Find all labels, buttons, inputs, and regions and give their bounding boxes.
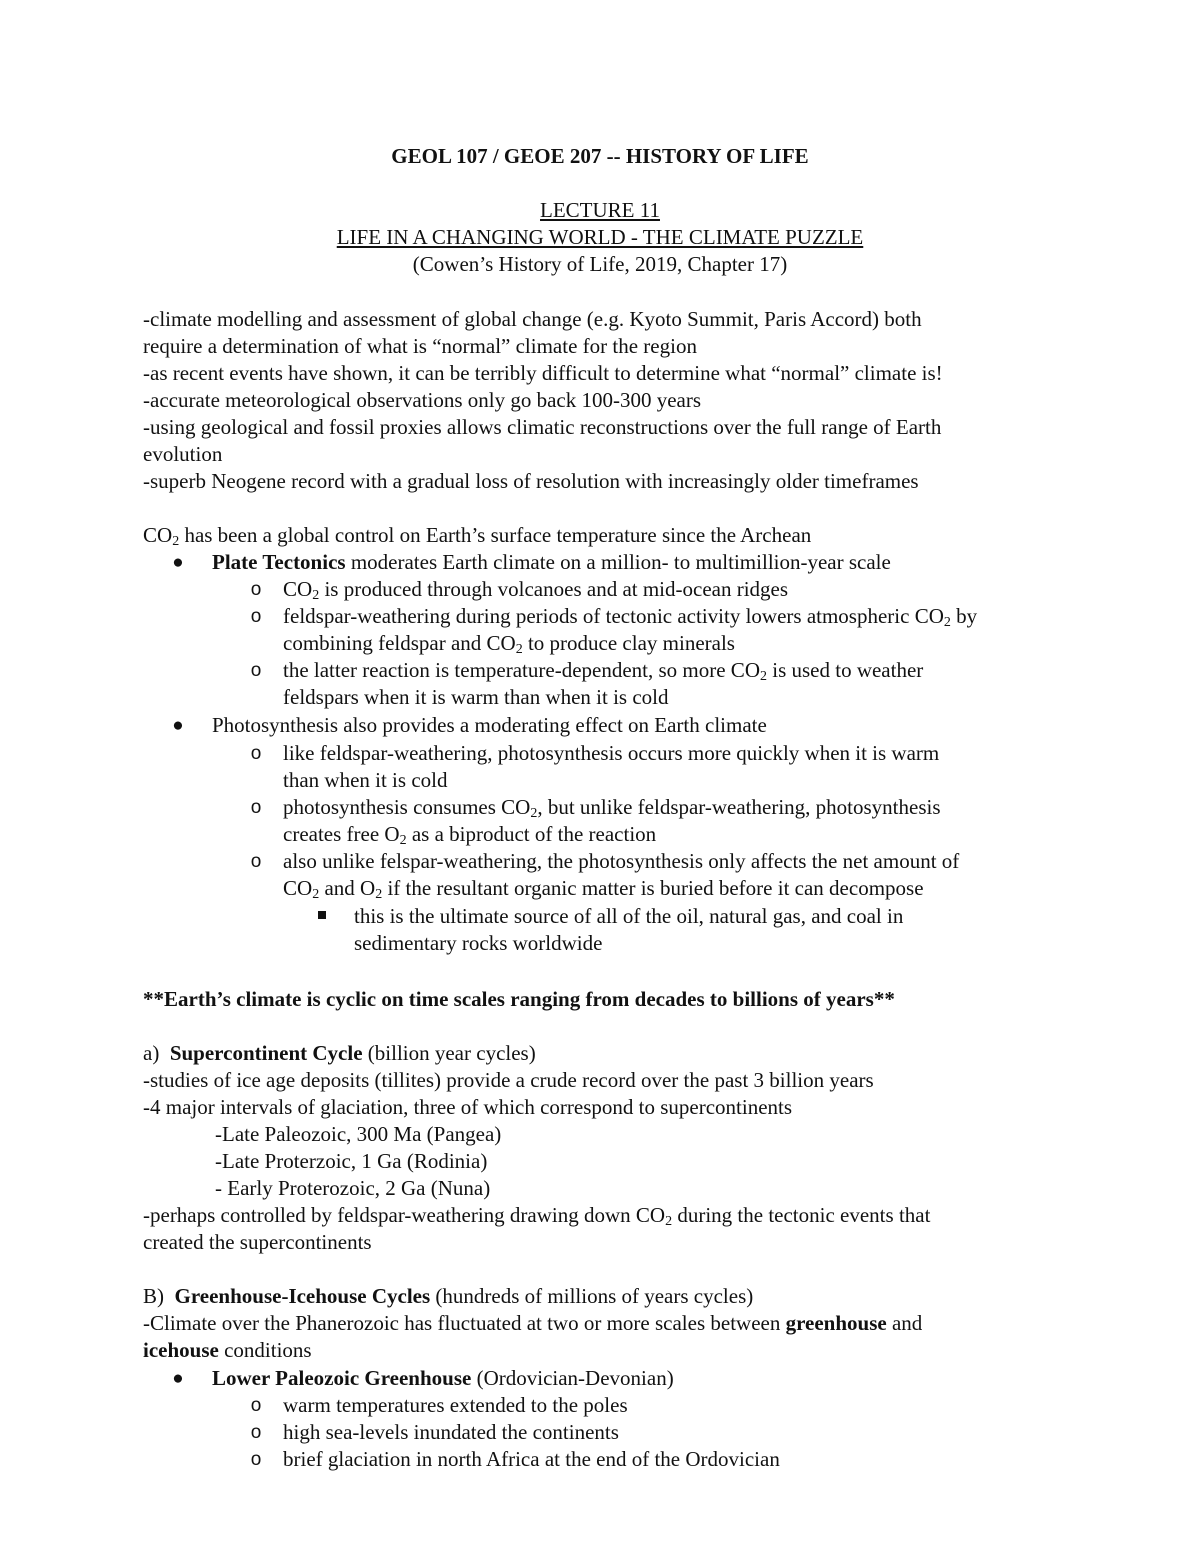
intro-line: -using geological and fossil proxies allows climatic reconstructions over the full range of Earth — [143, 415, 942, 439]
greenhouse-heading: B) Greenhouse-Icehouse Cycles (hundreds of millions of years cycles) — [143, 1284, 754, 1308]
greenhouse-subitem: warm temperatures extended to the poles — [283, 1393, 628, 1417]
circle-bullet-icon: o — [250, 579, 262, 600]
plate-tectonics-item: Plate Tectonics moderates Earth climate on a million- to multimillion-year scale — [212, 550, 891, 574]
intro-line: require a determination of what is “normal” climate for the region — [143, 334, 697, 358]
photo-subsubitem-cont: sedimentary rocks worldwide — [354, 931, 603, 955]
photo-subsubitem: this is the ultimate source of all of the oil, natural gas, and coal in — [354, 904, 904, 928]
intro-line: -as recent events have shown, it can be terribly difficult to determine what “normal” climate is! — [143, 361, 943, 385]
reference-citation: (Cowen’s History of Life, 2019, Chapter 17) — [412, 252, 788, 276]
disc-bullet-icon: ● — [172, 552, 184, 573]
section-a-line: -4 major intervals of glaciation, three of which correspond to supercontinents — [143, 1095, 793, 1119]
plate-subitem-cont: combining feldspar and $CO_2$ to produce clay minerals — [283, 631, 735, 657]
disc-bullet-icon: ● — [172, 715, 184, 736]
square-bullet-icon — [318, 911, 326, 919]
circle-bullet-icon: o — [250, 1422, 262, 1443]
photo-subitem: also unlike felspar-weathering, the photosynthesis only affects the net amount of — [283, 849, 960, 873]
course-title: GEOL 107 / GEOE 207 -- HISTORY OF LIFE — [391, 144, 809, 168]
circle-bullet-icon: o — [250, 797, 262, 818]
photo-subitem-cont: than when it is cold — [283, 768, 448, 792]
plate-subitem: the latter reaction is temperature-dependent, so more $CO_2$ is used to weather — [283, 658, 924, 684]
lecture-number: LECTURE 11 — [540, 198, 660, 222]
cyclic-heading: **Earth’s climate is cyclic on time scales ranging from decades to billions of years** — [143, 987, 895, 1011]
circle-bullet-icon: o — [250, 1395, 262, 1416]
section-a-line: -studies of ice age deposits (tillites) provide a crude record over the past 3 billion years — [143, 1068, 874, 1092]
circle-bullet-icon: o — [250, 851, 262, 872]
section-b-line: -Climate over the Phanerozoic has fluctuated at two or more scales between greenhouse and — [143, 1311, 923, 1335]
photosynthesis-item: Photosynthesis also provides a moderating effect on Earth climate — [212, 713, 767, 737]
glaciation-item: - Early Proterozoic, 2 Ga (Nuna) — [215, 1176, 491, 1200]
photo-subitem: photosynthesis consumes $CO_2$, but unlike feldspar-weathering, photosynthesis — [283, 795, 941, 821]
circle-bullet-icon: o — [250, 743, 262, 764]
photo-subitem-cont: $CO_2$ and $O_2$ if the resultant organic matter is buried before it can decompose — [283, 876, 924, 902]
circle-bullet-icon: o — [250, 606, 262, 627]
intro-line: -superb Neogene record with a gradual loss of resolution with increasingly older timeframes — [143, 469, 919, 493]
circle-bullet-icon: o — [250, 660, 262, 681]
plate-subitem-cont: feldspars when it is warm than when it is cold — [283, 685, 669, 709]
disc-bullet-icon: ● — [172, 1368, 184, 1389]
lower-paleozoic-item: Lower Paleozoic Greenhouse (Ordovician-Devonian) — [212, 1366, 674, 1390]
section-a-line: created the supercontinents — [143, 1230, 372, 1254]
lecture-title: LIFE IN A CHANGING WORLD - THE CLIMATE PUZZLE — [336, 225, 864, 249]
circle-bullet-icon: o — [250, 1449, 262, 1470]
supercontinent-heading: a) Supercontinent Cycle (billion year cycles) — [143, 1041, 536, 1065]
co2-heading: $CO_2$ has been a global control on Earth’s surface temperature since the Archean — [143, 523, 812, 549]
intro-line: -climate modelling and assessment of global change (e.g. Kyoto Summit, Paris Accord) both — [143, 307, 922, 331]
glaciation-item: -Late Paleozoic, 300 Ma (Pangea) — [215, 1122, 502, 1146]
photo-subitem: like feldspar-weathering, photosynthesis occurs more quickly when it is warm — [283, 741, 940, 765]
intro-line: -accurate meteorological observations only go back 100-300 years — [143, 388, 702, 412]
greenhouse-subitem: brief glaciation in north Africa at the end of the Ordovician — [283, 1447, 780, 1471]
greenhouse-subitem: high sea-levels inundated the continents — [283, 1420, 619, 1444]
section-a-line: -perhaps controlled by feldspar-weathering drawing down $CO_2$ during the tectonic events that — [143, 1203, 931, 1229]
plate-subitem: feldspar-weathering during periods of tectonic activity lowers atmospheric $CO_2$ by — [283, 604, 978, 630]
intro-line: evolution — [143, 442, 223, 466]
glaciation-item: -Late Proterzoic, 1 Ga (Rodinia) — [215, 1149, 488, 1173]
photo-subitem-cont: creates free $O_2$ as a biproduct of the reaction — [283, 822, 657, 848]
plate-subitem: $CO_2$ is produced through volcanoes and at mid-ocean ridges — [283, 577, 789, 603]
section-b-line: icehouse conditions — [143, 1338, 312, 1362]
